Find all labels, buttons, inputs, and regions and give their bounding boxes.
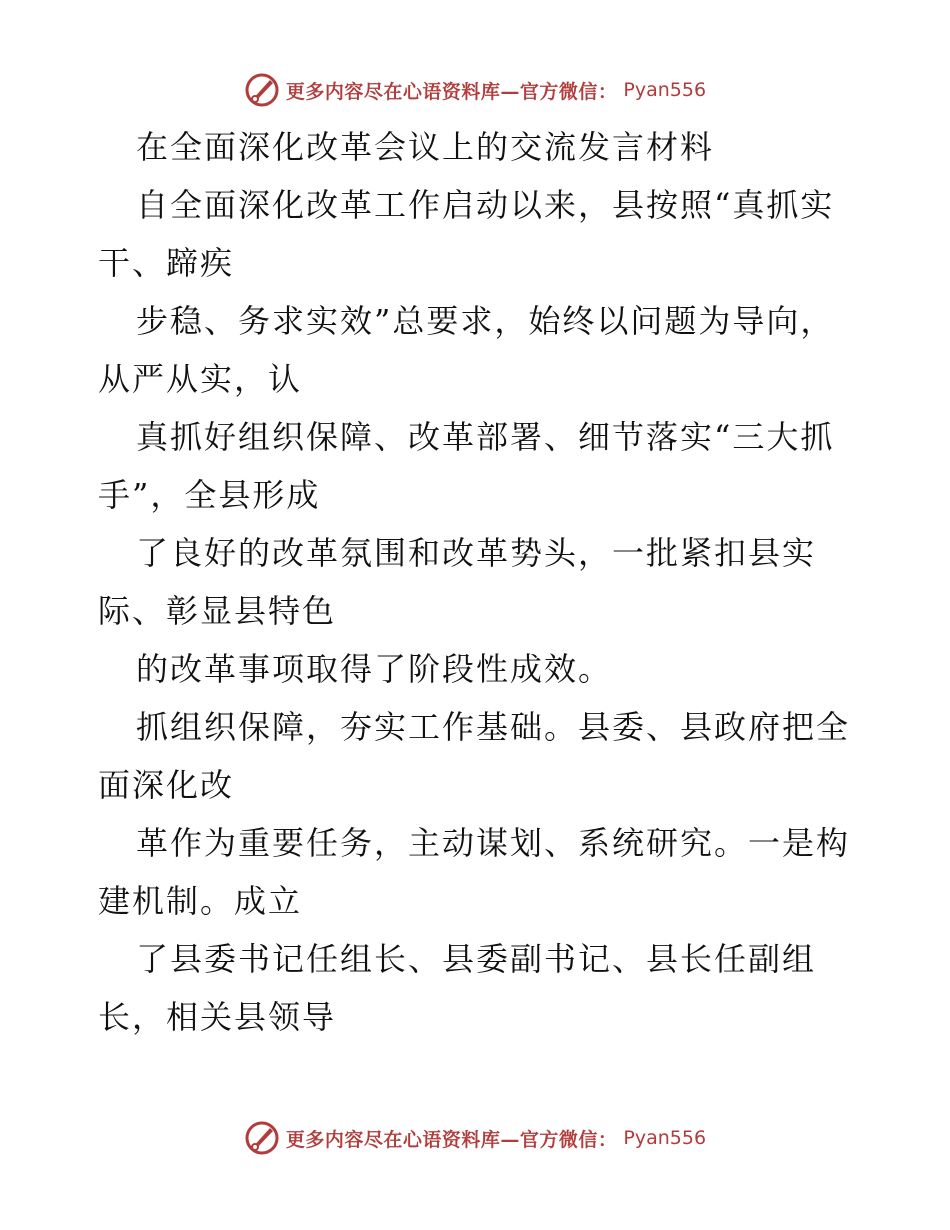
document-line: 手”，全县形成 [98,476,321,514]
watermark-banner-top [0,70,950,110]
document-line: 长，相关县领导 [98,998,337,1036]
document-line: 革作为重要任务，主动谋划、系统研究。一是构 [136,824,851,862]
watermark-id: Pyan556 [623,1127,707,1149]
document-line: 的改革事项取得了阶段性成效。 [136,650,613,688]
document-line: 建机制。成立 [98,882,303,920]
quill-logo-icon [244,1120,280,1156]
document-line: 从严从实，认 [98,360,303,398]
document-line: 了良好的改革氛围和改革势头，一批紧扣县实 [136,534,817,572]
watermark-banner-bottom [0,1118,950,1158]
document-line: 步稳、务求实效”总要求，始终以问题为导向， [136,302,835,340]
watermark-id: Pyan556 [623,79,707,101]
document-line: 真抓好组织保障、改革部署、细节落实“三大抓 [136,418,835,456]
watermark-text: 更多内容尽在心语资料库—官方微信： [285,1128,618,1151]
document-line: 面深化改 [98,766,235,804]
document-line: 在全面深化改革会议上的交流发言材料 [136,128,715,166]
quill-logo-icon [244,72,280,108]
document-line: 际、彰显县特色 [98,592,337,630]
document-line: 干、蹄疾 [98,244,235,282]
document-line: 自全面深化改革工作启动以来，县按照“真抓实 [136,186,835,224]
document-body [98,118,858,1046]
document-line: 抓组织保障，夯实工作基础。县委、县政府把全 [136,708,851,746]
watermark-text: 更多内容尽在心语资料库—官方微信： [285,80,618,103]
document-line: 了县委书记任组长、县委副书记、县长任副组 [136,940,817,978]
